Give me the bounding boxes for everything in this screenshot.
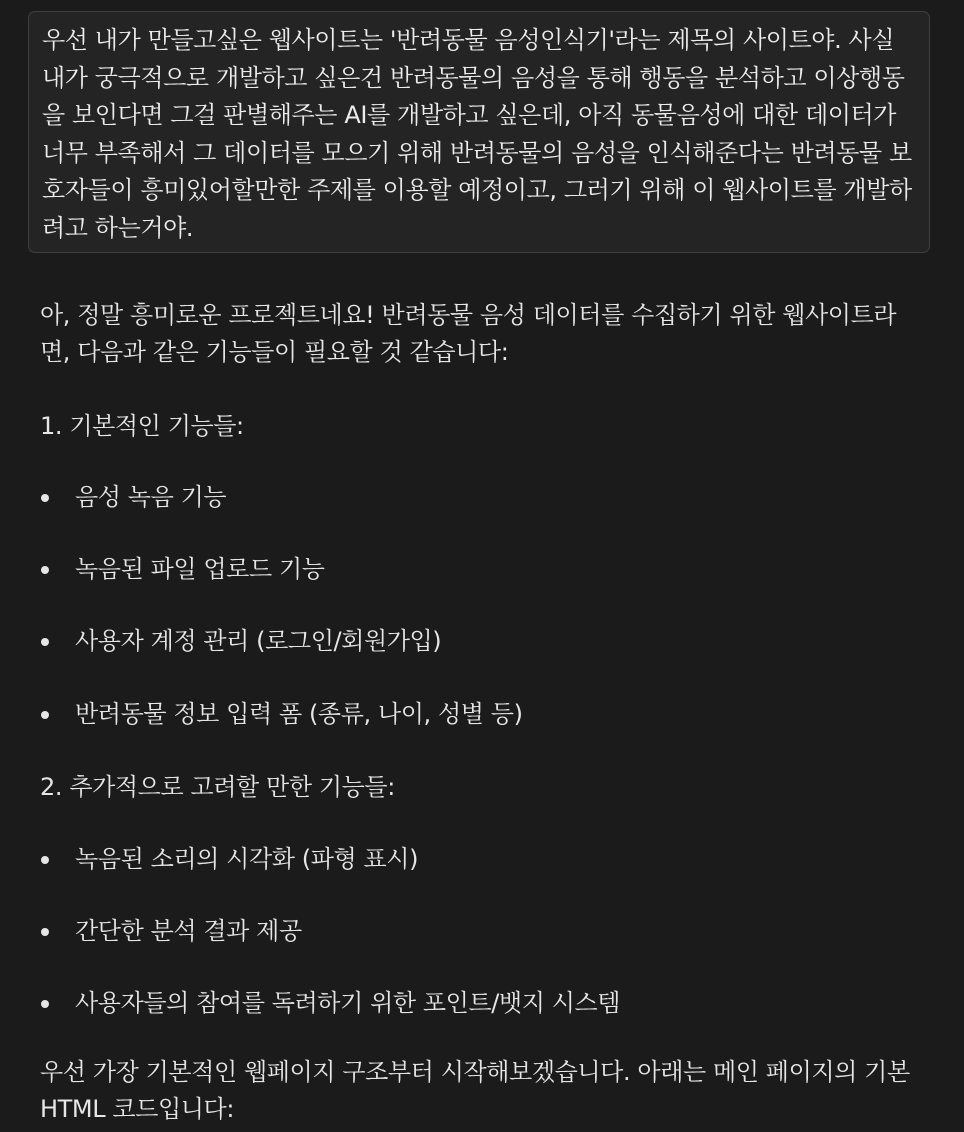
list-item xyxy=(40,985,620,1022)
list-item xyxy=(40,623,441,660)
bullet-icon xyxy=(41,1000,49,1008)
list-item xyxy=(40,479,226,516)
list-item-text: 녹음된 소리의 시각화 (파형 표시) xyxy=(75,845,419,873)
assistant-message xyxy=(40,297,920,371)
list-item xyxy=(40,551,325,588)
section-1-heading: 1. 기본적인 기능들: xyxy=(40,412,244,440)
list-item-text: 반려동물 정보 입력 폼 (종류, 나이, 성별 등) xyxy=(75,700,523,728)
list-item xyxy=(40,841,418,878)
list-item xyxy=(40,696,523,733)
bullet-icon xyxy=(41,566,49,574)
bullet-icon xyxy=(41,638,49,646)
list-item-text: 사용자들의 참여를 독려하기 위한 포인트/뱃지 시스템 xyxy=(75,989,621,1017)
user-message-bubble xyxy=(28,11,930,253)
list-item-text: 녹음된 파일 업로드 기능 xyxy=(75,555,325,583)
bullet-icon xyxy=(41,856,49,864)
assistant-intro: 아, 정말 흥미로운 프로젝트네요! 반려동물 음성 데이터를 수집하기 위한 웹사이트라면, 다음과 같은 기능들이 필요할 것 같습니다: xyxy=(40,301,897,366)
bullet-icon xyxy=(41,928,49,936)
section-2-heading: 2. 추가적으로 고려할 만한 기능들: xyxy=(40,773,395,801)
list-item-text: 사용자 계정 관리 (로그인/회원가입) xyxy=(75,627,442,655)
bullet-icon xyxy=(41,711,49,719)
list-item xyxy=(40,913,302,950)
bullet-icon xyxy=(41,494,49,502)
list-item-text: 간단한 분석 결과 제공 xyxy=(75,917,302,945)
list-item-text: 음성 녹음 기능 xyxy=(75,483,227,511)
assistant-closing: 우선 가장 기본적인 웹페이지 구조부터 시작해보겠습니다. 아래는 메인 페이지의 기본 HTML 코드입니다: xyxy=(40,1058,910,1123)
user-message-text: 우선 내가 만들고싶은 웹사이트는 '반려동물 음성인식기'라는 제목의 사이트야. 사실 내가 궁극적으로 개발하고 싶은건 반려동물의 음성을 통해 행동을 분석하고 이상행동을 보인다면 그걸 판별해주는 AI를 개발하고 싶은데, 아직 동물음성에 대한 데이터가 너무 부족해서 그 데이터를 모으기 위해 반려동물의 음성을 인식해준다는 반려동물 보호자들이 흥미있어할만한 주제를 이용할 예정이고, 그러기 위해 이 웹사이트를 개발하려고 하는거야. xyxy=(42,26,912,242)
